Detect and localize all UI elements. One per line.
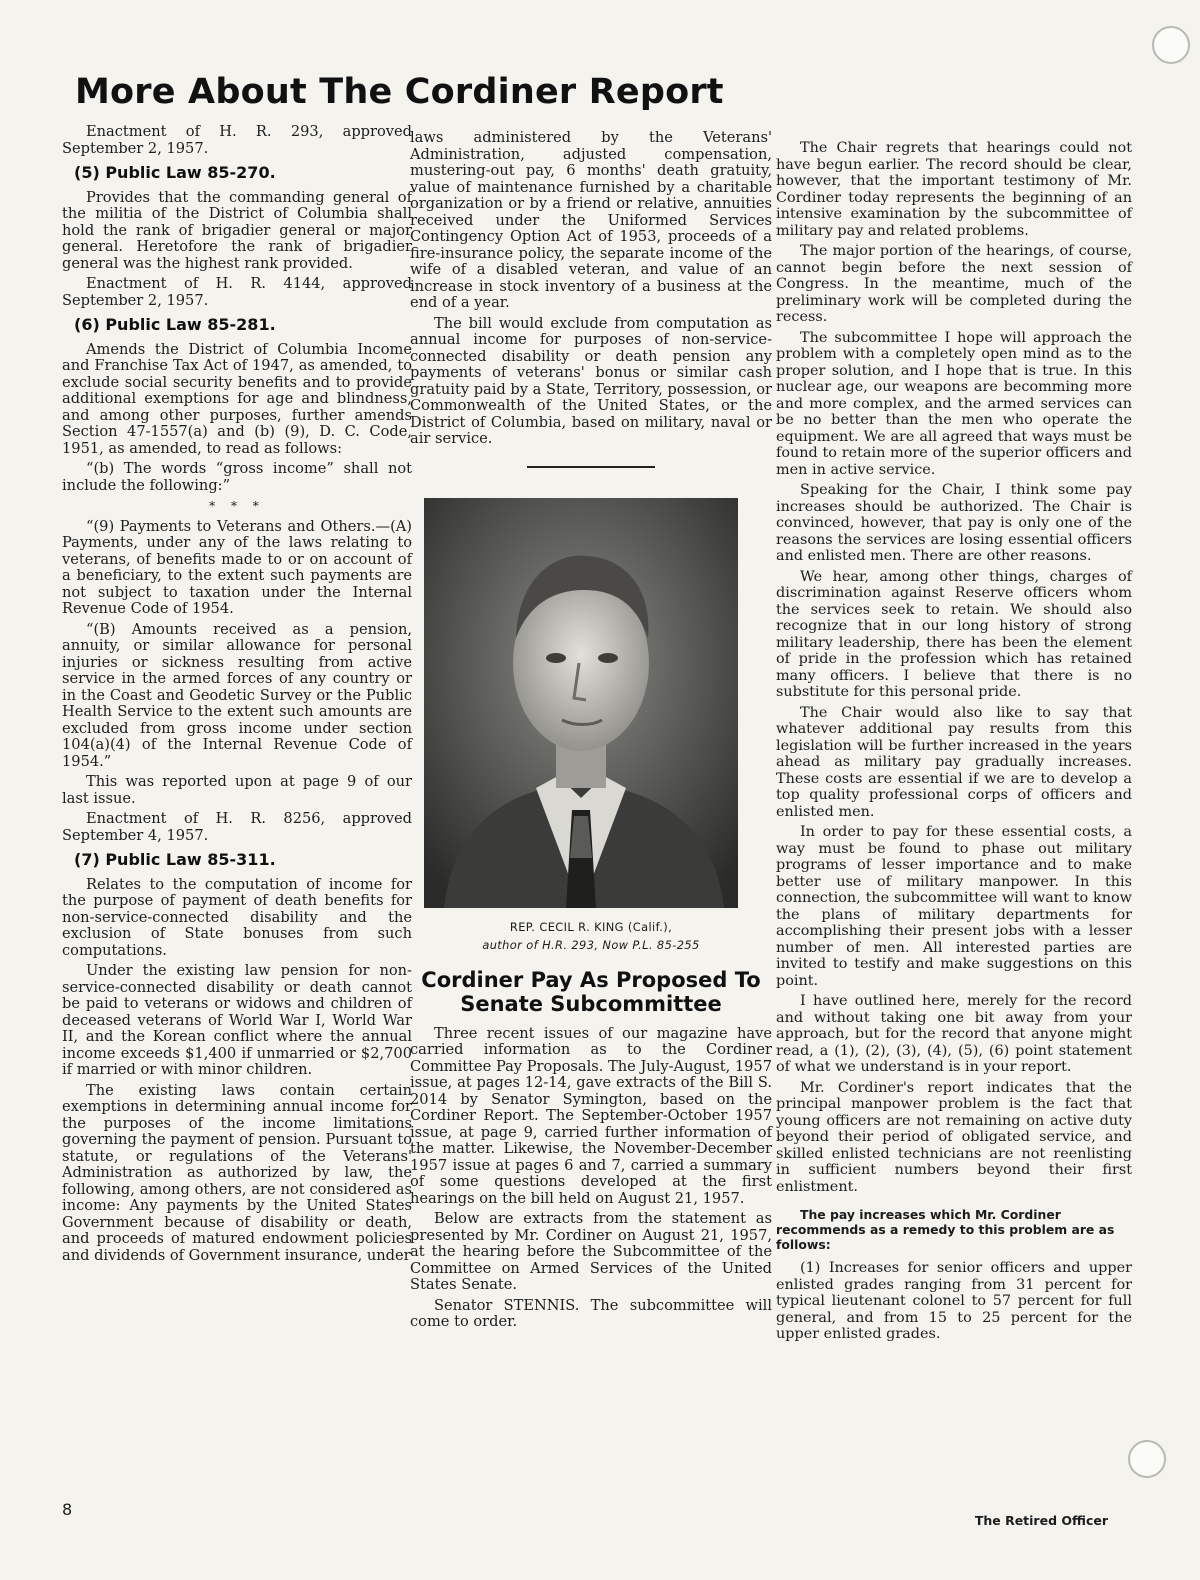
publication-footer: The Retired Officer bbox=[974, 1513, 1108, 1528]
column-1 bbox=[62, 124, 412, 1268]
subheading-cordiner-pay bbox=[410, 968, 772, 1016]
photo-caption bbox=[410, 918, 772, 954]
paragraph: I have outlined here, merely for the record and without taking one bit away from your approach, but for the record that anyone might read, a (1), (2), (3), (4), (5), (6) point statement of what we understand is in your report. bbox=[776, 993, 1132, 1075]
paragraph: Senator STENNIS. The subcommittee will come to order. bbox=[410, 1296, 772, 1330]
heading-public-law-85-311: (7) Public Law 85-311. bbox=[74, 850, 276, 869]
paragraph: We hear, among other things, charges of discrimination against Reserve officers whom the services seek to retain. We should also recognize that in our long history of strong military leadership, there has been the element of pride in the profession which has retained many officers. I believe that there is no substitute for this personal pride. bbox=[776, 568, 1132, 700]
paragraph: “(B) Amounts received as a pension, annuity, or similar allowance for personal injuries or sickness resulting from active service in the armed forces of any country or in the Coast and Geodetic Survey or the Public Health Service to the extent such amounts are excluded from gross income under section 104(a)(4) of the Internal Revenue Code of 1954.” bbox=[62, 620, 412, 770]
paragraph: Speaking for the Chair, I think some pay increases should be authorized. The Chair is convinced, however, that pay is only one of the reasons the services are losing essential officers and enlisted men. There are other reasons. bbox=[776, 482, 1132, 564]
section-break-stars: * * * bbox=[209, 499, 265, 513]
column-2 bbox=[410, 130, 772, 1335]
caption-detail: author of H.R. 293, Now P.L. 85-255 bbox=[482, 937, 700, 952]
page-number: 8 bbox=[62, 1500, 73, 1519]
binder-hole-top bbox=[1152, 26, 1190, 64]
paragraph: “(9) Payments to Veterans and Others.—(A) Payments, under any of the laws relating to veterans, of benefits made to or on account of a beneficiary, to the extent such payments are not subject to taxation under the Internal Revenue Code of 1954. bbox=[62, 517, 412, 617]
paragraph: The major portion of the hearings, of course, cannot begin before the next session of Congress. In the meantime, much of the preliminary work will be completed during the recess. bbox=[776, 243, 1132, 325]
divider-rule bbox=[527, 466, 655, 468]
paragraph: Below are extracts from the statement as presented by Mr. Cordiner on August 21, 1957, at the hearing before the Subcommittee of the Committee on Armed Services of the United States Senate. bbox=[410, 1210, 772, 1293]
subheading-line-1: Cordiner Pay As Proposed To bbox=[421, 967, 761, 992]
paragraph: In order to pay for these essential costs, a way must be found to phase out military programs of lesser importance and to make better use of military manpower. In this connection, the subcommittee will want to know the plans of military departments for accomplishing their present jobs with a lesser number of men. All interested parties are invited to testify and make suggestions on this point. bbox=[776, 824, 1132, 989]
portrait-photo bbox=[424, 498, 738, 908]
paragraph: This was reported upon at page 9 of our last issue. bbox=[62, 773, 412, 807]
paragraph: The Chair would also like to say that whatever additional pay results from this legislation will be further increased in the years ahead as military pay gradually increases. These costs are essential if we are to develop a top quality professional corps of officers and enlisted men. bbox=[776, 704, 1132, 820]
heading-public-law-85-281: (6) Public Law 85-281. bbox=[74, 315, 276, 334]
heading-public-law-85-270: (5) Public Law 85-270. bbox=[74, 163, 276, 182]
paragraph: Enactment of H. R. 4144, approved September 2, 1957. bbox=[62, 275, 412, 309]
caption-name: REP. CECIL R. KING (Calif.), bbox=[509, 919, 673, 934]
paragraph: laws administered by the Veterans' Administration, adjusted compensation, mustering-out pay, 6 months' death gratuity, value of maintenance furnished by a charitable organization or by a friend or relative, annuities received under the Uniformed Services Contingency Option Act of 1953, proceeds of a fire-insurance policy, the separate income of the wife of a disabled veteran, and value of an increase in stock inventory of a business at the end of a year. bbox=[410, 129, 772, 311]
portrait-illustration bbox=[424, 498, 738, 908]
subheading-line-2: Senate Subcommittee bbox=[460, 991, 722, 1016]
paragraph: Enactment of H. R. 8256, approved September 4, 1957. bbox=[62, 810, 412, 844]
enactment-hr-293: Enactment of H. R. 293, approved September 2, 1957. bbox=[62, 123, 412, 157]
paragraph: Provides that the commanding general of the militia of the District of Columbia shall hold the rank of brigadier general or major general. Heretofore the rank of brigadier general was the highest rank provided. bbox=[62, 188, 412, 272]
page-title: More About The Cordiner Report bbox=[75, 72, 724, 112]
paragraph: Under the existing law pension for non-service-connected disability or death cannot be paid to veterans or widows and children of deceased veterans of World War I, World War II, and the Korean conflict where the annual income exceeds $1,400 if unmarried or $2,700 if married or with minor children. bbox=[62, 962, 412, 1078]
paragraph: “(b) The words “gross income” shall not include the following:” bbox=[62, 460, 412, 494]
binder-hole-bottom bbox=[1128, 1440, 1166, 1478]
paragraph: Mr. Cordiner's report indicates that the principal manpower problem is the fact that young officers are not remaining on active duty beyond their period of obligated service, and skilled enlisted technicians are not reenlisting in sufficient numbers beyond their first enlistment. bbox=[776, 1079, 1132, 1195]
paragraph: Amends the District of Columbia Income and Franchise Tax Act of 1947, as amended, to exclude social security benefits and to provide additional exemptions for age and blindness, and among other purposes, further amends Section 47-1557(a) and (b) (9), D. C. Code, 1951, as amended, to read as follows: bbox=[62, 340, 412, 457]
paragraph: The subcommittee I hope will approach the problem with a completely open mind as to the proper solution, and I hope that is true. In this nuclear age, our weapons are becomming more and more complex, and the armed services can be no better than the men who operate the equipment. We are all agreed that ways must be found to retain more of the superior officers and men in active service. bbox=[776, 329, 1132, 478]
lead-in-bold: The pay increases which Mr. Cordiner recommends as a remedy to this problem are as follows: bbox=[776, 1207, 1115, 1252]
column-3 bbox=[776, 140, 1132, 1347]
paragraph: The existing laws contain certain exemptions in determining annual income for the purposes of the income limitations governing the payment of pension. Pursuant to statute, or regulations of the Veterans' Administration as authorized by law, the following, among others, are not considered as income: Any payments by the United States Government because of disability or death, and proceeds of matured endowment policies and dividends of Government insurance, under bbox=[62, 1081, 412, 1264]
paragraph: Relates to the computation of income for the purpose of payment of death benefits for non-service-connected disability and the exclusion of State bonuses from such computations. bbox=[62, 875, 412, 959]
paragraph: (1) Increases for senior officers and upper enlisted grades ranging from 31 percent for typical lieutenant colonel to 57 percent for full general, and from 15 to 25 percent for the upper enlisted grades. bbox=[776, 1260, 1132, 1342]
paragraph: Three recent issues of our magazine have carried information as to the Cordiner Committee Pay Proposals. The July-August, 1957 issue, at pages 12-14, gave extracts of the Bill S. 2014 by Senator Symington, based on the Cordiner Report. The September-October 1957 issue, at page 9, carried further information of the matter. Likewise, the November-December 1957 issue at pages 6 and 7, carried a summary of some questions developed at the first hearings on the bill held on August 21, 1957. bbox=[410, 1024, 772, 1207]
paragraph: The Chair regrets that hearings could not have begun earlier. The record should be clear, however, that the important testimony of Mr. Cordiner today represents the beginning of an intensive examination by the subcommittee of military pay and related problems. bbox=[776, 140, 1132, 239]
paragraph: The bill would exclude from computation as annual income for purposes of non-service-connected disability or death pension any payments of veterans' bonus or similar cash gratuity paid by a State, Territory, possession, or Commonwealth of the United States, or the District of Columbia, based on military, naval or air service. bbox=[410, 314, 772, 447]
